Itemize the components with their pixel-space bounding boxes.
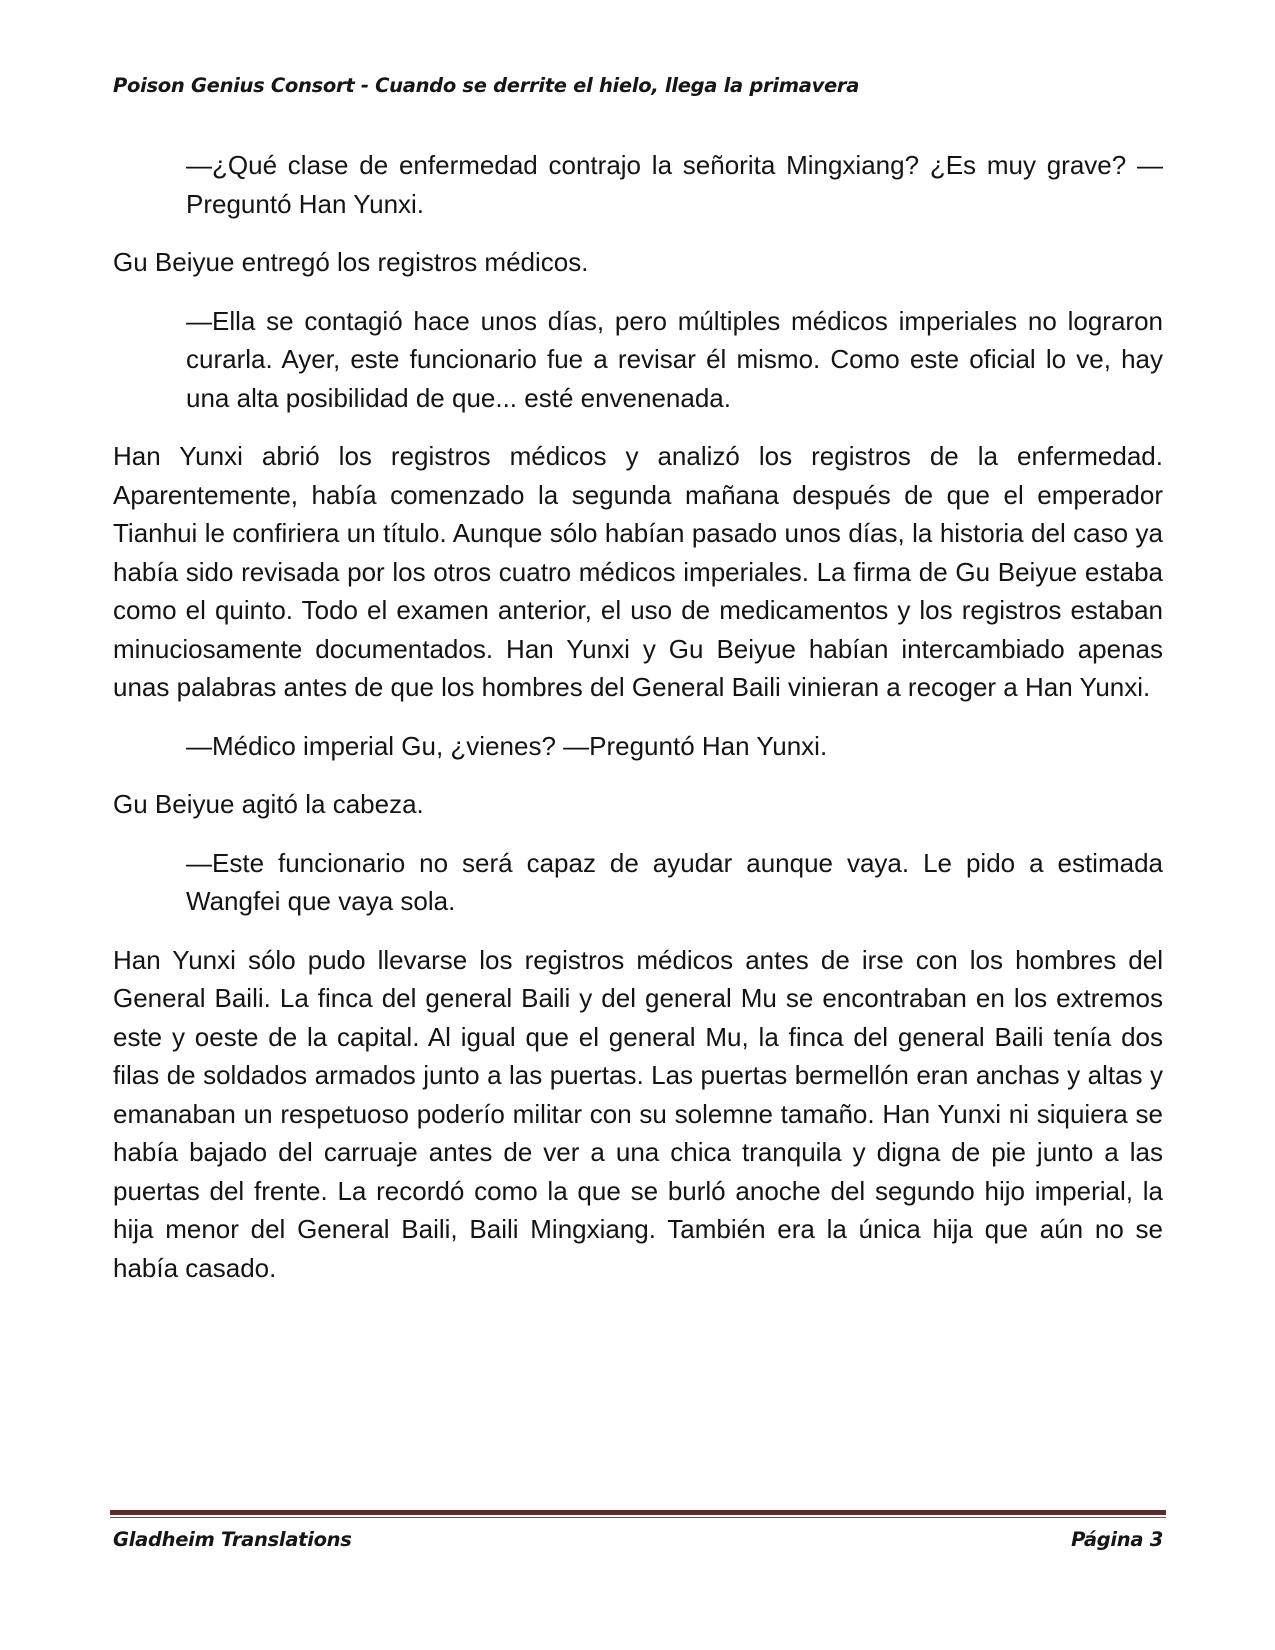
dialogue-paragraph: —Ella se contagió hace unos días, pero múltiples médicos imperiales no lograron curarla. Ayer, este funcionario fue a revisar él mismo. Como este oficial lo ve, hay una alta posibilidad de que... esté envenenada.	[186, 305, 1163, 413]
narration-paragraph: Han Yunxi abrió los registros médicos y analizó los registros de la enfermedad. Aparentemente, había comenzado la segunda mañana después de que el emperador Tianhui le confiriera un título. Aunque sólo habían pasado unos días, la historia del caso ya había sido revisada por los otros cuatro médicos imperiales. La firma de Gu Beiyue estaba como el quinto. Todo el examen anterior, el uso de medicamentos y los registros estaban minuciosamente documentados. Han Yunxi y Gu Beiyue habían intercambiado apenas unas palabras antes de que los hombres del General Baili vinieran a recoger a Han Yunxi.	[113, 441, 1163, 702]
footer-publisher: Gladheim Translations	[113, 1528, 352, 1551]
document-body	[113, 146, 1163, 1307]
dialogue-paragraph: —Este funcionario no será capaz de ayudar aunque vaya. Le pido a estimada Wangfei que vaya sola.	[186, 847, 1163, 916]
narration-paragraph: Gu Beiyue entregó los registros médicos.	[113, 247, 589, 277]
page-number: Página 3	[1071, 1528, 1163, 1551]
footer-divider	[110, 1510, 1166, 1518]
running-header: Poison Genius Consort - Cuando se derrite el hielo, llega la primavera	[113, 74, 860, 97]
dialogue-paragraph: —¿Qué clase de enfermedad contrajo la señorita Mingxiang? ¿Es muy grave? —Preguntó Han Yunxi.	[186, 150, 1163, 219]
narration-paragraph: Han Yunxi sólo pudo llevarse los registros médicos antes de irse con los hombres del General Baili. La finca del general Baili y del general Mu se encontraban en los extremos este y oeste de la capital. Al igual que el general Mu, la finca del general Baili tenía dos filas de soldados armados junto a las puertas. Las puertas bermellón eran anchas y altas y emanaban un respetuoso poderío militar con su solemne tamaño. Han Yunxi ni siquiera se había bajado del carruaje antes de ver a una chica tranquila y digna de pie junto a las puertas del frente. La recordó como la que se burló anoche del segundo hijo imperial, la hija menor del General Baili, Baili Mingxiang. También era la única hija que aún no se había casado.	[113, 944, 1163, 1283]
narration-paragraph: Gu Beiyue agitó la cabeza.	[113, 789, 424, 819]
dialogue-paragraph: —Médico imperial Gu, ¿vienes? —Preguntó Han Yunxi.	[186, 730, 828, 761]
